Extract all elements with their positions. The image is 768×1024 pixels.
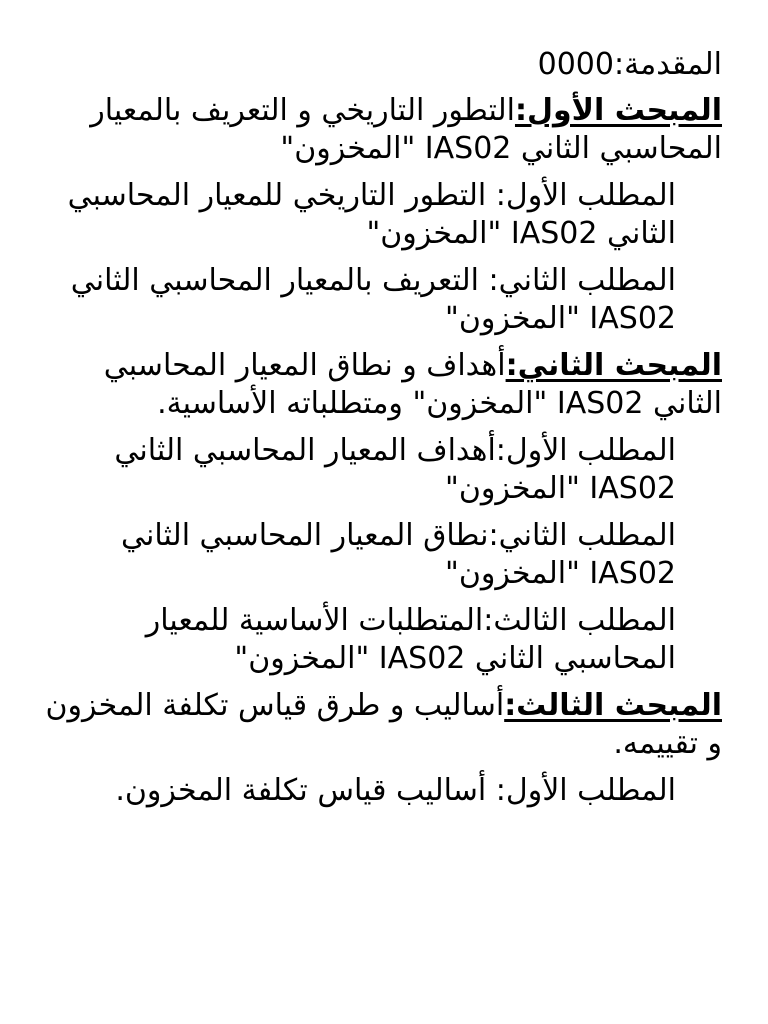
chapter-3-sub-1: المطلب الأول: أساليب قياس تكلفة المخزون. xyxy=(115,773,676,808)
chapter-3 xyxy=(40,687,722,763)
chapter-3-text: أساليب و طرق قياس تكلفة المخزون و تقييمه. xyxy=(45,688,722,761)
chapter-2-sub-3: المطلب الثالث:المتطلبات الأساسية للمعيار المحاسبي الثاني IAS02 "المخزون" xyxy=(145,603,676,676)
chapter-1 xyxy=(40,92,722,168)
chapter-2-sub-1: المطلب الأول:أهداف المعيار المحاسبي الثاني IAS02 "المخزون" xyxy=(114,433,676,506)
chapter-1-text: التطور التاريخي و التعريف بالمعيار المحاسبي الثاني IAS02 "المخزون" xyxy=(90,93,722,166)
intro-line: المقدمة:0000 xyxy=(537,47,722,82)
chapter-1-sub-2: المطلب الثاني: التعريف بالمعيار المحاسبي الثاني IAS02 "المخزون" xyxy=(70,263,676,336)
document-page xyxy=(40,46,722,819)
chapter-2-sub-2: المطلب الثاني:نطاق المعيار المحاسبي الثاني IAS02 "المخزون" xyxy=(121,518,676,591)
chapter-1-heading: المبحث الأول: xyxy=(514,93,722,128)
chapter-1-sub-1: المطلب الأول: التطور التاريخي للمعيار المحاسبي الثاني IAS02 "المخزون" xyxy=(67,178,676,251)
chapter-2-text: أهداف و نطاق المعيار المحاسبي الثاني IAS02 "المخزون" ومتطلباته الأساسية. xyxy=(103,348,722,421)
chapter-3-heading: المبحث الثالث: xyxy=(504,688,722,723)
chapter-2-heading: المبحث الثاني: xyxy=(505,348,722,383)
chapter-2 xyxy=(40,347,722,423)
